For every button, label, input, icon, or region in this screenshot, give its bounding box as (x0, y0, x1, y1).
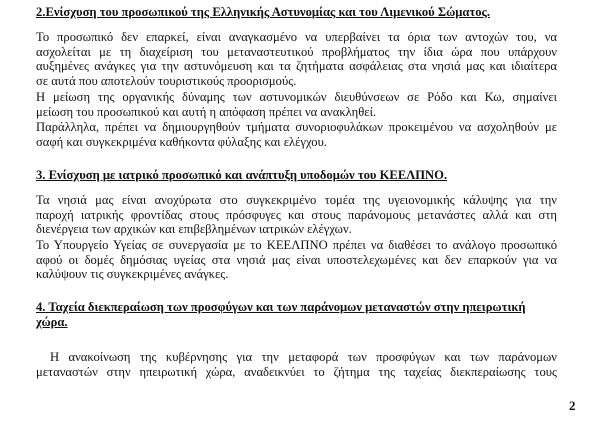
heading-line: 4. Ταχεία διεκπεραίωση των προσφύγων και των παράνομων μεταναστών στην ηπειρωτική (36, 300, 526, 314)
page-number: 2 (569, 398, 576, 413)
section-4-heading (36, 300, 526, 330)
section-2-heading: 2.Ενίσχυση του προσωπικού της Ελληνικής Αστυνομίας και του Λιμενικού Σώματος. (36, 5, 491, 19)
section-3-paragraph-2 (36, 238, 557, 282)
text-line: Η ανακοίνωση της κυβέρνησης για την μεταφορά των προσφύγων και των παράνομων (50, 350, 557, 364)
section-4-paragraph-1 (36, 350, 557, 379)
text-line: ασχολείται με τη διαχείριση του μεταναστευτικού προβλήματος την ίδια ώρα που υπάρχουν (36, 44, 557, 59)
text-line: μεταναστών στην ηπειρωτική χώρα, αναδεικνύει το ζήτημα της ταχείας διεκπεραίωσης τους (36, 364, 557, 379)
text-line: σε αυτά που αποτελούν τουριστικούς προορισμούς. (36, 73, 297, 88)
section-2-paragraph-1 (36, 30, 557, 88)
text-line: Το Υπουργείο Υγείας σε συνεργασία με το ΚΕΕΛΠΝΟ πρέπει να διαθέσει το ανάλογο προσωπικό (36, 238, 557, 252)
section-3-paragraph-1 (36, 193, 557, 237)
text-line: Παράλληλα, πρέπει να δημιουργηθούν τμήματα συνοριοφυλάκων προκειμένου να ασχοληθούν με (36, 120, 557, 134)
text-line: Τα νησιά μας είναι ανοχύρωτα στο συγκεκριμένο τομέα της υγειονομικής κάλυψης για την (36, 193, 557, 207)
section-3-heading: 3. Ενίσχυση με ιατρικό προσωπικό και ανάπτυξη υποδομών του ΚΕΕΛΠΝΟ. (36, 168, 448, 182)
section-2-paragraph-3 (36, 120, 557, 149)
text-line: αυξημένες ανάγκες για την αστυνόμευση και τα ζητήματα ασφάλειας στα νησιά μας και ιδιαίτερα (36, 59, 557, 74)
text-line: παροχή ιατρικής φροντίδας στους πρόσφυγες και στους παράνομους μετανάστες αλλά και στη (36, 207, 557, 222)
heading-line: χώρα. (36, 315, 68, 329)
text-line: σαφή και συγκεκριμένα καθήκοντα φύλαξης και ελέγχου. (36, 134, 327, 149)
text-line: αφού οι δομές δημόσιας υγείας στα νησιά μας είναι υποστελεχωμένες και δεν επαρκούν για να (36, 252, 557, 267)
text-line: Το προσωπικό δεν επαρκεί, είναι αναγκασμένο να υπερβαίνει τα όρια των αντοχών του, να (36, 30, 557, 44)
text-line: Η μείωση της οργανικής δύναμης των αστυνομικών διευθύνσεων σε Ρόδο και Κω, σημαίνει (36, 90, 557, 104)
text-line: διενέργεια των αρχικών και επιβεβλημένων ιατρικών ελέγχων. (36, 222, 352, 237)
text-line: καλύψουν τις συγκεκριμένες ανάγκες. (36, 267, 229, 282)
section-2-paragraph-2 (36, 90, 557, 119)
text-line: μείωση του προσωπικού και αυτή η απόφαση πρέπει να ανακληθεί. (36, 104, 377, 119)
